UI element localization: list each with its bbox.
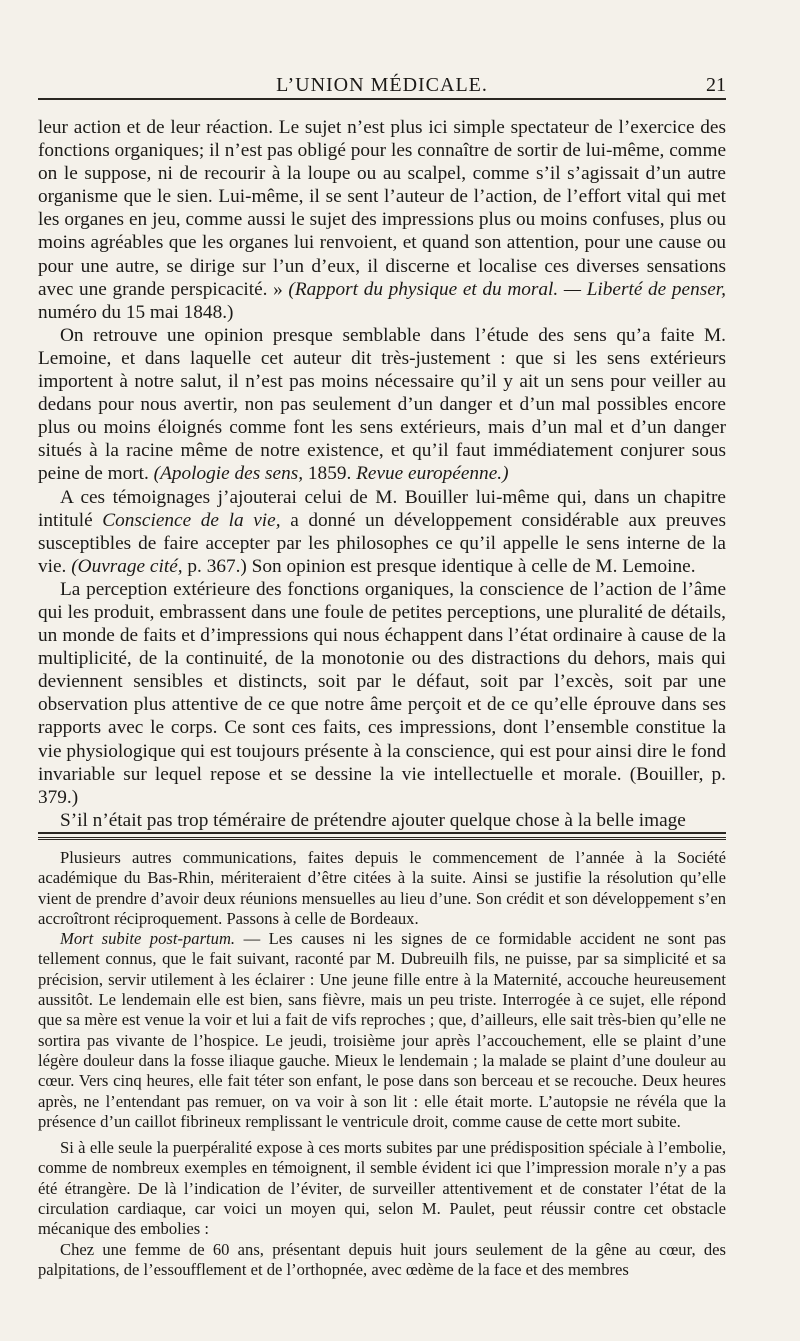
citation-journal: Revue européenne.) <box>356 463 509 485</box>
main-text <box>38 116 726 832</box>
paragraph-last: S’il n’était pas trop téméraire de prétendre ajouter quelque chose à la belle image <box>60 809 686 831</box>
paragraph-continuation <box>38 116 726 324</box>
paragraph-lemoine <box>38 324 726 486</box>
chapter-title: Conscience de la vie, <box>102 509 281 531</box>
paragraph-perception: La perception extérieure des fonctions organiques, la conscience de l’action de l’âme qui les produit, embrassent dans une foule de petites perceptions, une pluralité de détails, un monde de faits et d’impressions qui nous échappent dans l’état ordinaire à cause de la multiplicité, de la continuité, de la monotonie ou des distractions du dehors, mais qui deviennent sensibles et distincts, soit par le défaut, soit par l’excès, soit par une observation plus attentive de ce que notre âme perçoit et de ce qu’elle éprouve dans ses rapports avec le corps. Ce sont ces faits, ces impressions, dont l’ensemble constitue la vie physiologique qui est toujours présente à la conscience, qui est pour ainsi dire le fond invariable sur lequel repose et se dessine la vie intellectuelle et morale. (Bouiller, p. 379.) <box>38 578 726 808</box>
feuilleton-paragraph: Plusieurs autres communications, faites depuis le commencement de l’année à la Société académique du Bas-Rhin, mériteraient d’être citées à la suite. Ainsi se justifie la résolution qu’elle vient de prendre d’avoir deux réunions mensuelles au lieu d’une. Son crédit et son développement s’en accroîtront réciproquement. Passons à celle de Bordeaux. <box>38 848 726 928</box>
page-header <box>38 68 726 100</box>
paragraph-text: a donné un développement considérable aux preuves susceptibles de faire accepter par les philosophes ce qu’il appelle le sens interne de la vie. <box>38 509 726 577</box>
feuilleton-divider <box>38 832 726 838</box>
feuilleton <box>38 848 726 1280</box>
feuilleton-paragraph: Si à elle seule la puerpéralité expose à ces morts subites par une prédisposition spéciale à l’embolie, comme de nombreux exemples en témoignent, il semble évident ici que l’impression morale n’y a pas été étrangère. De là l’indication de l’éviter, de surveiller attentivement et de constater l’état de la circulation cardiaque, car voici un moyen qui, selon M. Paulet, peut réussir contre cet obstacle mécanique des embolies : <box>38 1138 726 1239</box>
citation-journal: Liberté de penser, <box>586 278 726 300</box>
citation-title: (Ouvrage cité, <box>71 555 183 577</box>
paragraph-text: p. 367.) Son opinion est presque identique à celle de M. Lemoine. <box>187 555 696 577</box>
paragraph-text: — Les causes ni les signes de ce formidable accident ne sont pas tellement connus, que le fait suivant, raconté par M. Dubreuilh fils, ne puisse, par sa simplicité et sa précision, servir utilement à les éclairer : Une jeune fille entre à la Maternité, accouche heureusement aussitôt. Le lendemain elle est bien, sans fièvre, mais un peu triste. Interrogée à ce sujet, elle répond que sa mère est venue la voir et lui a fait de vifs reproches ; que, d’ailleurs, elle sait très-bien qu’elle ne sortira pas vivante de l’hospice. Le jeudi, troisième jour après l’accouchement, elle se plaint d’une légère douleur dans la fosse iliaque gauche. Mieux le lendemain ; la malade se plaint d’une douleur au cœur. Vers cinq heures, elle fait téter son enfant, le pose dans son berceau et se recouche. Deux heures après, ne l’entendant pas remuer, on va voir à son lit : elle était morte. L’autopsie ne révéla que la présence d’un caillot fibrineux remplissant le ventricule droit, comme cause de cette mort subite. <box>38 929 726 1131</box>
paragraph-text: leur action et de leur réaction. Le sujet n’est plus ici simple spectateur de l’exercice des fonctions organiques; il n’est pas obligé pour les connaître de sortir de lui-même, comme on le suppose, ni de recourir à la loupe ou au scalpel, comme s’il s’agissait d’un autre organisme que le sien. Lui-même, il se sent l’auteur de l’action, de l’effort vital qui met les organes en jeu, comme aussi le sujet des impressions plus ou moins confuses, plus ou moins agréables que les organes lui renvoient, et quand son attention, pour une cause ou pour une autre, se dirige sur l’un d’eux, il discerne et localise ces diverses sensations avec une grande perspicacité. » <box>38 117 726 300</box>
feuilleton-paragraph: Chez une femme de 60 ans, présentant depuis huit jours seulement de la gêne au cœur, des palpitations, de l’essoufflement et de l’orthopnée, avec œdème de la face et des membres <box>38 1239 726 1279</box>
citation-title: (Apologie des sens, <box>153 463 304 485</box>
paragraph-bouiller <box>38 486 726 578</box>
paragraph-text: A ces témoignages j’ajouterai celui de M. Bouiller lui-même qui, dans un chapitre intitulé <box>38 486 726 531</box>
page-number: 21 <box>706 74 726 96</box>
feuilleton-divider-thin <box>38 839 726 840</box>
citation-year: 1859. <box>307 463 352 485</box>
section-lead: Mort subite post-partum. <box>60 929 236 949</box>
paragraph-text: On retrouve une opinion presque semblable dans l’étude des sens qu’a faite M. Lemoine, et dans laquelle cet auteur dit très-justement : que si les sens extérieurs importent à notre salut, il n’est pas moins nécessaire qu’il y ait un sens pour veiller au dedans pour nous avertir, non pas seulement d’un danger et d’un mal possibles encore plus ou moins éloignés comme font les sens extérieurs, mais d’un mal et d’un danger situés à la racine même de notre existence, et qu’il faut immédiatement conjurer sous peine de mort. <box>38 324 726 485</box>
feuilleton-paragraph <box>38 929 726 1132</box>
citation-title: (Rapport du physique et du moral. — <box>288 278 582 300</box>
running-title: L’UNION MÉDICALE. <box>276 74 488 96</box>
citation-date: numéro du 15 mai 1848.) <box>38 301 234 323</box>
